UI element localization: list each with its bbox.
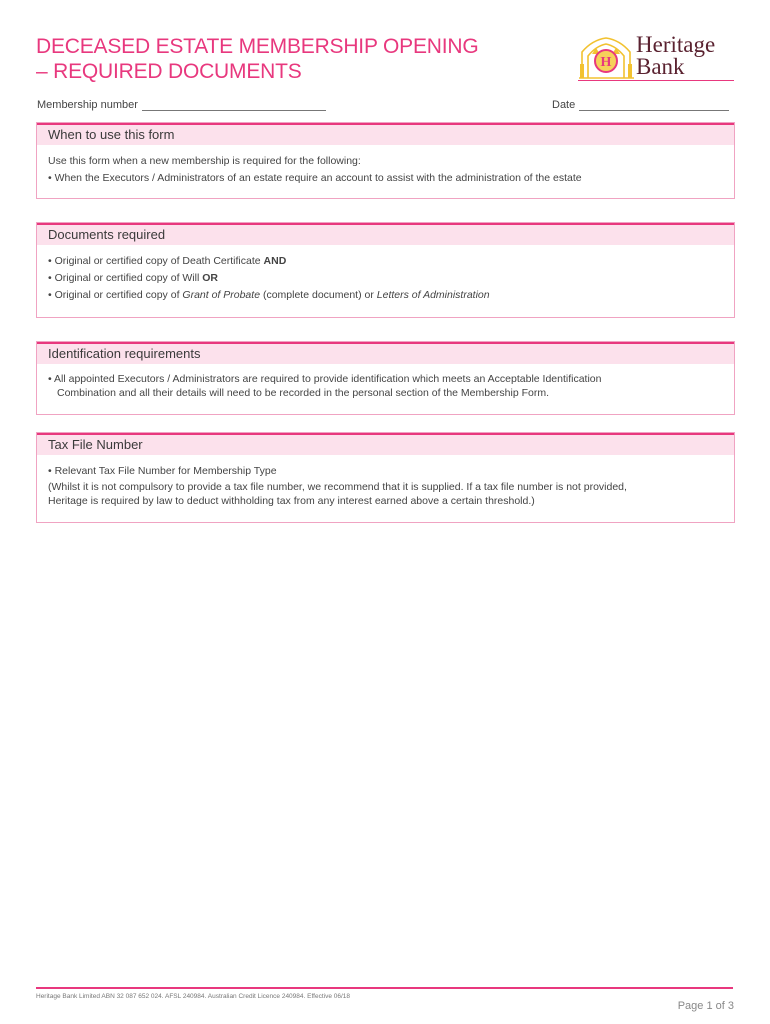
bullet-text: (complete document) or: [260, 289, 377, 301]
section-documents-required: [36, 222, 735, 318]
bullet-item: [48, 270, 723, 287]
bullet-continuation: Combination and all their details will need to be recorded in the personal section of the Membership Form.: [57, 387, 550, 399]
section-identification: [36, 341, 735, 415]
brand-wordmark: [636, 34, 715, 78]
title-line-1: DECEASED ESTATE MEMBERSHIP OPENING: [36, 35, 479, 58]
svg-text:H: H: [600, 55, 612, 70]
section-heading: Tax File Number: [37, 433, 734, 455]
title-line-2: – REQUIRED DOCUMENTS: [36, 60, 302, 83]
grant-of-probate-text: Grant of Probate: [182, 289, 261, 301]
section-heading: Identification requirements: [37, 342, 734, 364]
note-text: (Whilst it is not compulsory to provide a tax file number, we recommend that it is supplied. If a tax file number is not provided,: [48, 481, 627, 493]
bullet-text: • Original or certified copy of: [48, 289, 183, 301]
bullet-item: • All appointed Executors / Administrators are required to provide identification which meets an Acceptable Identification: [48, 373, 602, 385]
bullet-item: [48, 253, 723, 270]
section-heading: When to use this form: [37, 123, 734, 145]
logo-underline: [578, 80, 734, 81]
bullet-text: • Original or certified copy of Will: [48, 272, 203, 284]
membership-number-field[interactable]: [37, 99, 326, 111]
date-input[interactable]: [579, 99, 729, 111]
brand-line-2: Bank: [636, 54, 685, 79]
section-when-to-use: [36, 122, 735, 199]
note-text: Heritage is required by law to deduct withholding tax from any interest earned above a certain threshold.): [48, 495, 535, 507]
footer-legal-text: Heritage Bank Limited ABN 32 087 652 024. AFSL 240984. Australian Credit Licence 240984. Effective 06/18: [36, 993, 351, 1000]
footer-divider: [36, 987, 733, 989]
membership-number-label: Membership number: [37, 99, 138, 111]
page-title: [36, 34, 516, 84]
bullet-item: • When the Executors / Administrators of an estate require an account to assist with the administration of the estate: [48, 172, 582, 184]
bullet-item: [48, 287, 723, 304]
page-number: Page 1 of 3: [677, 1000, 734, 1012]
section-body: [37, 455, 734, 508]
brand-line-1: Heritage: [636, 32, 716, 57]
membership-number-input[interactable]: [142, 99, 326, 111]
bullet-text: • Original or certified copy of Death Certificate: [48, 255, 264, 267]
section-heading: Documents required: [37, 223, 734, 245]
bullet-item: • Relevant Tax File Number for Membership Type: [48, 465, 277, 477]
section-tax-file-number: [36, 432, 735, 523]
letters-of-administration-text: Letters of Administration: [376, 289, 490, 301]
section-body: [37, 245, 734, 304]
intro-text: Use this form when a new membership is required for the following:: [48, 155, 361, 167]
section-body: [37, 145, 734, 187]
date-label: Date: [552, 99, 576, 111]
section-body: [37, 364, 734, 400]
date-field[interactable]: [552, 99, 729, 111]
bullet-emphasis: AND: [263, 255, 287, 267]
bullet-emphasis: OR: [202, 272, 218, 284]
